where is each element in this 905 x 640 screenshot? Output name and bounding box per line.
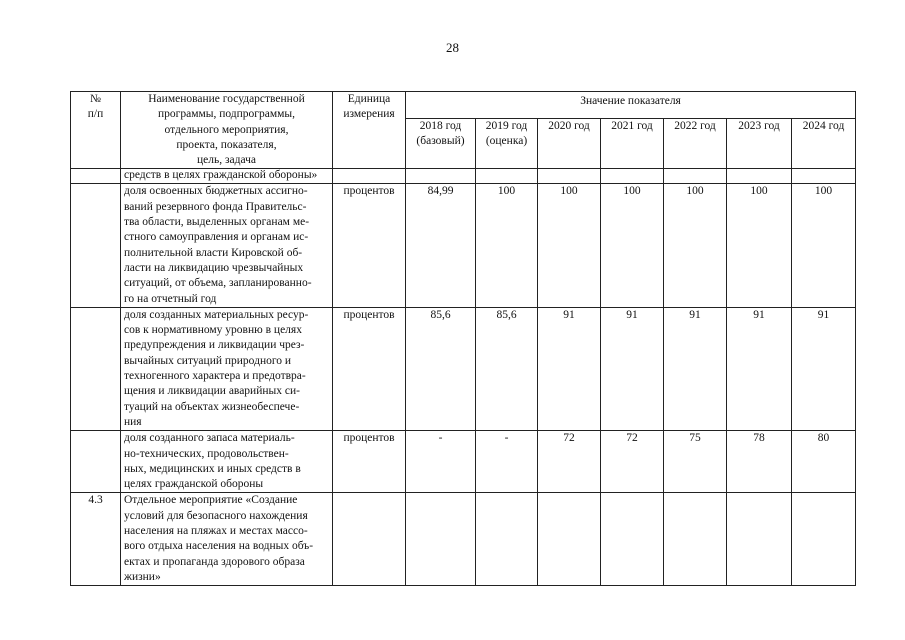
- row-name: средств в целях гражданской обороны»: [121, 169, 333, 184]
- row-num: [71, 307, 121, 430]
- header-year: 2018 год (базовый): [406, 118, 476, 169]
- row-value: -: [476, 431, 538, 493]
- row-value: 100: [792, 184, 856, 307]
- row-unit: [333, 169, 406, 184]
- table-row: [71, 169, 856, 184]
- row-value: [538, 169, 601, 184]
- row-value: [664, 169, 727, 184]
- row-name: доля созданных материальных ресур- сов к нормативному уровню в целях предупреждения и ликвидации чрез- вычайных ситуаций природного и техногенного характера и предотвра- щения и ликвидации аварийных си- туаций на объектах жизнеобеспече- ния: [121, 307, 333, 430]
- header-year: 2023 год: [727, 118, 792, 169]
- row-value: 91: [538, 307, 601, 430]
- header-num: № п/п: [71, 92, 121, 169]
- row-unit: процентов: [333, 307, 406, 430]
- row-value: [727, 493, 792, 586]
- row-value: 100: [727, 184, 792, 307]
- header-year: 2024 год: [792, 118, 856, 169]
- row-value: 84,99: [406, 184, 476, 307]
- row-value: [792, 169, 856, 184]
- row-value: 75: [664, 431, 727, 493]
- row-name: доля созданного запаса материаль- но-технических, продовольствен- ных, медицинских и иных средств в целях гражданской обороны: [121, 431, 333, 493]
- header-year: 2021 год: [601, 118, 664, 169]
- row-value: 91: [792, 307, 856, 430]
- row-value: 100: [476, 184, 538, 307]
- row-value: [538, 493, 601, 586]
- header-unit: Единица измерения: [333, 92, 406, 169]
- table-row: [71, 184, 856, 307]
- row-value: 100: [538, 184, 601, 307]
- row-value: [727, 169, 792, 184]
- table-row: [71, 431, 856, 493]
- header-year: 2020 год: [538, 118, 601, 169]
- table-row: [71, 307, 856, 430]
- row-value: [601, 493, 664, 586]
- row-value: [476, 169, 538, 184]
- row-value: [792, 493, 856, 586]
- row-unit: процентов: [333, 431, 406, 493]
- row-unit: процентов: [333, 184, 406, 307]
- row-value: [406, 493, 476, 586]
- row-name: Отдельное мероприятие «Создание условий для безопасного нахождения населения на пляжах и местах массо- вого отдыха населения на водных объ- ектах и пропаганда здорового образа жизни»: [121, 493, 333, 586]
- row-value: 100: [601, 184, 664, 307]
- header-value-group: Значение показателя: [406, 92, 856, 119]
- row-num: [71, 431, 121, 493]
- row-value: [406, 169, 476, 184]
- row-num: [71, 169, 121, 184]
- row-value: 80: [792, 431, 856, 493]
- page-number: 28: [446, 40, 459, 55]
- header-year: 2022 год: [664, 118, 727, 169]
- row-value: 91: [601, 307, 664, 430]
- header-name: Наименование государственной программы, подпрограммы, отдельного мероприятия, проекта, показателя, цель, задача: [121, 92, 333, 169]
- row-value: 91: [664, 307, 727, 430]
- row-value: 72: [538, 431, 601, 493]
- indicator-table: [70, 91, 856, 586]
- row-value: [476, 493, 538, 586]
- row-value: -: [406, 431, 476, 493]
- row-num: 4.3: [71, 493, 121, 586]
- row-value: 91: [727, 307, 792, 430]
- row-value: [664, 493, 727, 586]
- row-value: [601, 169, 664, 184]
- row-value: 85,6: [476, 307, 538, 430]
- header-year: 2019 год (оценка): [476, 118, 538, 169]
- row-value: 85,6: [406, 307, 476, 430]
- row-value: 78: [727, 431, 792, 493]
- row-num: [71, 184, 121, 307]
- row-unit: [333, 493, 406, 586]
- row-value: 100: [664, 184, 727, 307]
- table-row: [71, 493, 856, 586]
- row-value: 72: [601, 431, 664, 493]
- row-name: доля освоенных бюджетных ассигно- ваний резервного фонда Правительс- тва области, выделенных органам ме- стного самоуправления и органам ис- полнительной власти Кировской об- ласти на ликвидацию чрезвычайных ситуаций, от объема, запланированно- го на отчетный год: [121, 184, 333, 307]
